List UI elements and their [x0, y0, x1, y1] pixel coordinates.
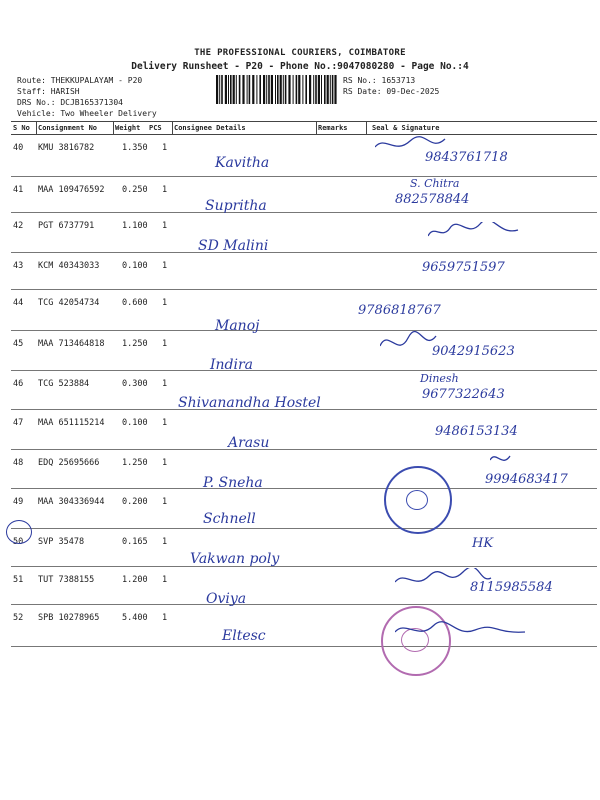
cell-sno: 46: [13, 379, 24, 389]
handwritten-consignee-name: Vakwan poly: [190, 551, 280, 567]
handwritten-consignee-name: Supritha: [205, 198, 267, 214]
cell-weight: 1.250: [122, 458, 148, 468]
table-row: [11, 488, 597, 529]
handwritten-phone-number: 9486153134: [435, 424, 518, 439]
cell-sno: 40: [13, 143, 24, 153]
handwritten-consignee-name: Manoj: [215, 318, 260, 334]
cell-pcs: 1: [162, 185, 168, 195]
cell-consignment: MAA 109476592: [38, 185, 105, 195]
cell-sno: 41: [13, 185, 24, 195]
drs-text: DRS No.: DCJB165371304: [17, 98, 123, 107]
cell-weight: 5.400: [122, 613, 148, 623]
cell-pcs: 1: [162, 221, 168, 231]
col-divider: [36, 121, 37, 134]
cell-pcs: 1: [162, 261, 168, 271]
cell-pcs: 1: [162, 497, 168, 507]
handwritten-phone-number: 9659751597: [422, 260, 505, 275]
cell-consignment: SVP 35478: [38, 537, 85, 547]
handwritten-consignee-name: Schnell: [203, 511, 256, 527]
handwritten-consignee-name: Arasu: [228, 435, 270, 451]
cell-weight: 1.250: [122, 339, 148, 349]
company-seal-stamp: [384, 466, 452, 534]
table-row: [11, 176, 597, 213]
handwritten-phone-number: 9677322643: [422, 387, 505, 402]
cell-consignment: MAA 304336944: [38, 497, 105, 507]
col-consignment: Consignment No: [38, 124, 98, 132]
cell-weight: 1.200: [122, 575, 148, 585]
handwritten-signature: S. Chitra: [410, 177, 460, 190]
barcode: [216, 75, 338, 104]
cell-pcs: 1: [162, 458, 168, 468]
rs-no-text: RS No.: 1653713: [343, 76, 416, 85]
cell-pcs: 1: [162, 613, 168, 623]
cell-sno: 52: [13, 613, 24, 623]
cell-pcs: 1: [162, 418, 168, 428]
cell-consignment: KCM 40343033: [38, 261, 100, 271]
cell-consignment: MAA 651115214: [38, 418, 105, 428]
signature-scribble: [375, 135, 515, 165]
rs-date-text: RS Date: 09-Dec-2025: [343, 87, 440, 96]
col-divider: [316, 121, 317, 134]
handwritten-consignee-name: Shivanandha Hostel: [178, 395, 321, 411]
table-header: [11, 121, 597, 135]
col-remarks: Remarks: [318, 124, 348, 132]
cell-sno: 43: [13, 261, 24, 271]
cell-consignment: EDQ 25695666: [38, 458, 100, 468]
handwritten-signature: Dinesh: [420, 372, 459, 385]
cell-weight: 0.100: [122, 418, 148, 428]
cell-sno: 50: [13, 537, 24, 547]
handwritten-phone-number: 882578844: [395, 192, 470, 207]
col-consignee: Consignee Details: [174, 124, 246, 132]
cell-pcs: 1: [162, 298, 168, 308]
cell-pcs: 1: [162, 575, 168, 585]
cell-sno: 51: [13, 575, 24, 585]
handwritten-phone-number: 9786818767: [358, 303, 441, 318]
handwritten-consignee-name: Eltesc: [222, 628, 266, 644]
handwritten-consignee-name: Kavitha: [215, 155, 270, 171]
runsheet-subtitle: Delivery Runsheet - P20 - Phone No.:9047080280 - Page No.:4: [131, 61, 469, 72]
cell-pcs: 1: [162, 339, 168, 349]
handwritten-consignee-name: P. Sneha: [203, 475, 263, 491]
handwritten-phone-number: 9994683417: [485, 472, 568, 487]
cell-sno: 47: [13, 418, 24, 428]
signature-scribble: [490, 450, 600, 480]
cell-weight: 0.250: [122, 185, 148, 195]
col-divider: [172, 121, 173, 134]
vehicle-text: Vehicle: Two Wheeler Delivery: [17, 109, 157, 118]
cell-sno: 45: [13, 339, 24, 349]
cell-consignment: SPB 10278965: [38, 613, 100, 623]
col-seal: Seal & Signature: [372, 124, 440, 132]
handwritten-phone-number: 9843761718: [425, 150, 508, 165]
signature-scribble: [428, 222, 568, 252]
meta-left: [17, 75, 157, 119]
signature-scribble: [395, 568, 535, 598]
circle-mark: [6, 520, 32, 544]
handwritten-consignee-name: SD Malini: [198, 238, 269, 254]
cell-weight: 0.600: [122, 298, 148, 308]
meta-right: [343, 75, 439, 97]
cell-weight: 1.100: [122, 221, 148, 231]
table-row: [11, 528, 597, 567]
handwritten-phone-number: 8115985584: [470, 580, 553, 595]
cell-weight: 0.300: [122, 379, 148, 389]
handwritten-consignee-name: Oviya: [206, 591, 247, 607]
handwritten-consignee-name: Indira: [210, 357, 254, 373]
cell-weight: 0.200: [122, 497, 148, 507]
col-pcs: PCS: [149, 124, 162, 132]
signature-scribble: [395, 620, 535, 650]
cell-sno: 48: [13, 458, 24, 468]
col-sno: S No: [13, 124, 30, 132]
cell-weight: 0.165: [122, 537, 148, 547]
cell-pcs: 1: [162, 537, 168, 547]
cell-sno: 49: [13, 497, 24, 507]
cell-weight: 1.350: [122, 143, 148, 153]
cell-consignment: TCG 523884: [38, 379, 90, 389]
handwritten-mark: HK: [472, 536, 494, 551]
signature-scribble: [380, 328, 520, 358]
handwritten-phone-number: 9042915623: [432, 344, 515, 359]
table-row: [11, 252, 597, 290]
col-divider: [113, 121, 114, 134]
cell-sno: 42: [13, 221, 24, 231]
cell-weight: 0.100: [122, 261, 148, 271]
cell-consignment: MAA 713464818: [38, 339, 105, 349]
cell-consignment: TUT 7388155: [38, 575, 95, 585]
cell-consignment: TCG 42054734: [38, 298, 100, 308]
cell-consignment: KMU 3816782: [38, 143, 95, 153]
route-text: Route: THEKKUPALAYAM - P20: [17, 76, 143, 85]
table-row: [11, 289, 597, 331]
cell-pcs: 1: [162, 379, 168, 389]
cell-consignment: PGT 6737791: [38, 221, 95, 231]
cell-sno: 44: [13, 298, 24, 308]
col-weight: Weight: [115, 124, 141, 132]
staff-text: Staff: HARISH: [17, 87, 80, 96]
cell-pcs: 1: [162, 143, 168, 153]
company-title: THE PROFESSIONAL COURIERS, COIMBATORE: [194, 48, 406, 58]
col-divider: [366, 121, 367, 134]
